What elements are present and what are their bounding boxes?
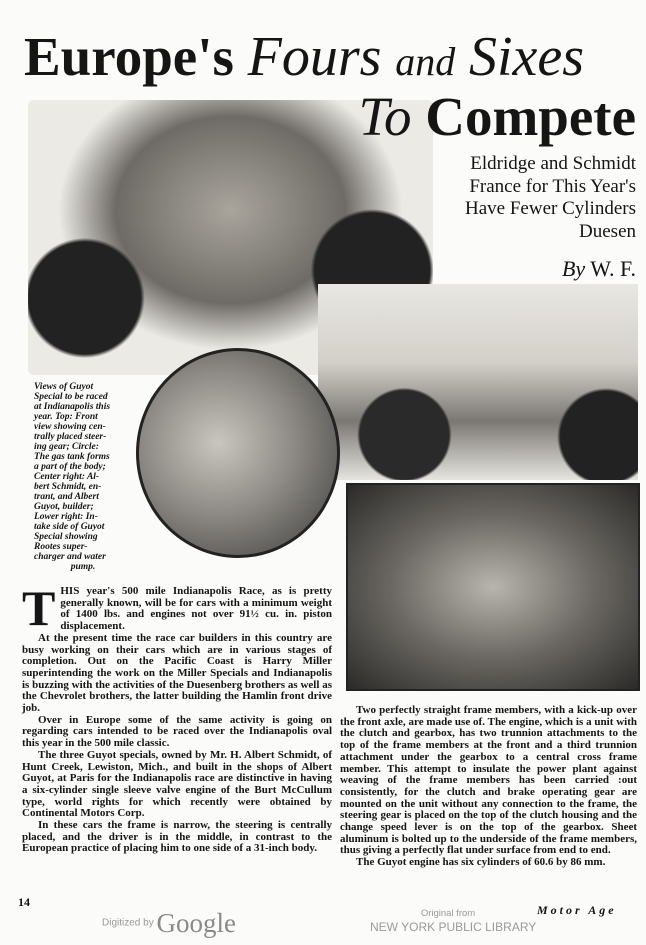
headline-word: Fours: [247, 26, 382, 88]
caption-line: Center right: Al-: [34, 472, 100, 482]
headline-word: Compete: [425, 86, 636, 147]
caption-line: at Indianapolis this: [34, 402, 111, 412]
article-paragraph: In these cars the frame is narrow, the steering is centrally placed, and the driver is in the middle, in contrast to the European practice of placing him to one side of a 31-inch body.: [22, 819, 332, 855]
headline-word: Europe's: [24, 26, 234, 87]
article-paragraph: The three Guyot specials, owned by Mr. H. Albert Schmidt, of Hunt Creek, Lewiston, Mich., and built in the shops of Albert Guyot, at Paris for the Indianapolis race are distinctive in having a six-cylinder single sleeve valve engine of the Burt McCullum type, world rights for which recently were obtained by Continental Motors Corp.: [22, 748, 332, 820]
page-number: 14: [18, 895, 30, 909]
subtitle-line: Have Fewer Cylinders: [465, 198, 636, 219]
digitized-by-watermark: [102, 908, 236, 939]
caption-line: Rootes super-: [34, 542, 88, 552]
subtitle-line: France for This Year's: [469, 175, 636, 197]
caption-line: Lower right: In-: [34, 512, 98, 522]
headline-line-1: [24, 28, 584, 91]
caption-line: bert Schmidt, en-: [34, 482, 102, 492]
photo-caption: [34, 382, 132, 572]
caption-line: Special to be raced: [34, 392, 108, 402]
caption-line: year. Top: Front: [34, 412, 98, 422]
magazine-name: Motor Age: [537, 903, 617, 917]
headline-word: To: [358, 86, 412, 147]
caption-line: The gas tank forms: [34, 452, 110, 462]
subtitle-line: Duesen: [579, 220, 636, 242]
article-column-left: [22, 580, 332, 855]
article-paragraph: [22, 580, 332, 636]
photo-circle-gas-tank: [136, 348, 340, 558]
caption-line: view showing cen-: [34, 422, 106, 432]
subtitle-line: Eldridge and Schmidt: [470, 153, 636, 174]
article-paragraph: Over in Europe some of the same activity is going on regarding cars intended to be raced over the Indianapolis oval this year in the 500 mile classic.: [22, 713, 332, 750]
photo-intake-side: [346, 483, 640, 691]
article-paragraph: At the present time the race car builders in this country are busy working on their cars which are in various stages of completion. Out on the Pacific Coast is Harry Miller superintending the work on the Miller Specials and Indianapolis is buzzing with the activities of the Duesenberg brothers as well as the Chevrolet brothers, the latter building the Hamlin front drive job.: [22, 631, 332, 715]
caption-line: pump.: [70, 562, 96, 572]
article-column-right: [340, 705, 637, 869]
byline: [562, 256, 636, 282]
byline-by: By: [561, 256, 586, 281]
photo-schmidt-and-guyot: [318, 284, 638, 480]
subtitle: [416, 153, 636, 243]
caption-line: take side of Guyot: [34, 522, 105, 532]
headline-line-2: [358, 88, 636, 146]
caption-line: Views of Guyot: [34, 382, 94, 392]
digitized-label: Digitized by: [102, 917, 154, 929]
caption-line: Guyot, builder;: [34, 502, 94, 512]
paragraph-text: HIS year's 500 mile Indianapolis Race, as is pretty generally known, will be for cars with a minimum weight of 1400 lbs. and engines not over 91½ cu. in. piston displacement.: [60, 585, 332, 633]
headline-word: Sixes: [468, 26, 584, 88]
google-logo: Google: [156, 908, 236, 938]
byline-author: W. F.: [590, 256, 636, 281]
original-from-label: Original from: [420, 908, 476, 919]
headline-word: and: [395, 39, 456, 84]
caption-line: Special showing: [34, 532, 98, 542]
caption-line: trant, and Albert: [34, 492, 99, 502]
article-paragraph: Two perfectly straight frame members, with a kick-up over the front axle, are made use of. The engine, which is a unit with the clutch and gearbox, has two trunnion attachments to the top of the frame members at the front and a third trunnion attachment under the gearbox to a central cross frame member. This attempt to insulate the power plant against weaving of the frame members has been carried :out consistently, for the clutch and brake operating gear are mounted on the unit without any connection to the frame, the steering gear is placed on the top of the clutch housing and the change speed lever is on the top of the gearbox. Sheet aluminum is bolted up to the underside of the frame members, thus giving a perfectly flat under surface from end to end.: [340, 704, 637, 857]
library-name: NEW YORK PUBLIC LIBRARY: [370, 920, 537, 934]
library-watermark: [370, 908, 537, 934]
drop-cap: T: [22, 580, 56, 636]
article-paragraph: The Guyot engine has six cylinders of 60.6 by 86 mm.: [356, 856, 606, 869]
caption-line: ing gear; Circle:: [34, 442, 99, 452]
caption-line: a part of the body;: [34, 462, 106, 472]
caption-line: trally placed steer-: [34, 432, 107, 442]
caption-line: charger and water: [34, 552, 106, 562]
